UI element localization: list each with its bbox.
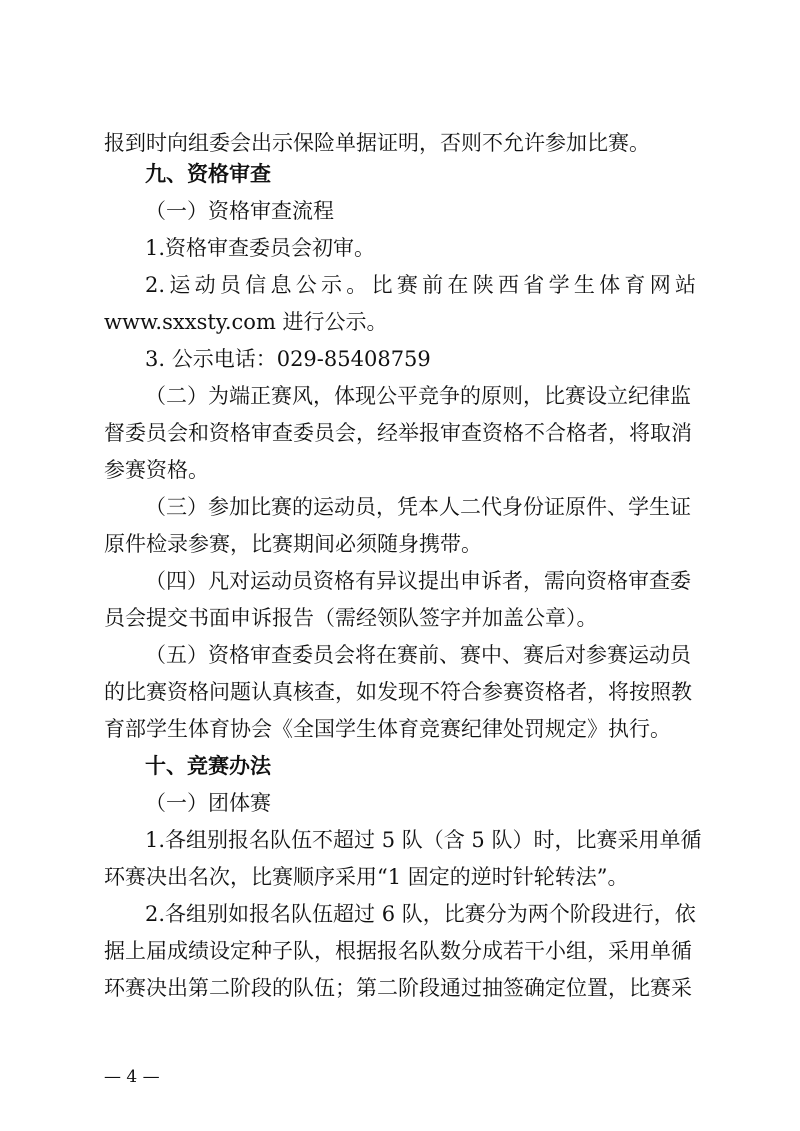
body-line: 的比赛资格问题认真核查，如发现不符合参赛资格者，将按照教 (104, 680, 692, 704)
body-line: 2.各组别如报名队伍超过 6 队，比赛分为两个阶段进行，依 (145, 902, 696, 926)
body-line: （四）凡对运动员资格有异议提出申诉者，需向资格审查委 (145, 569, 691, 593)
subsection-heading: （一）团体赛 (145, 791, 271, 815)
section-heading: 九、资格审查 (145, 162, 271, 186)
body-line: 1.各组别报名队伍不超过 5 队（含 5 队）时，比赛采用单循 (145, 828, 702, 852)
body-line: （五）资格审查委员会将在赛前、赛中、赛后对参赛运动员 (145, 643, 691, 667)
body-line: 育部学生体育协会《全国学生体育竞赛纪律处罚规定》执行。 (104, 717, 671, 741)
body-line: 员会提交书面申诉报告（需经领队签字并加盖公章）。 (104, 606, 598, 630)
page-number: — 4 — (104, 1067, 160, 1087)
body-line: www.sxxsty.com 进行公示。 (104, 310, 388, 334)
body-line: （二）为端正赛风，体现公平竞争的原则，比赛设立纪律监 (145, 384, 691, 408)
body-line: （三）参加比赛的运动员，凭本人二代身份证原件、学生证 (145, 495, 691, 519)
body-line: 参赛资格。 (104, 458, 209, 482)
body-line: 据上届成绩设定种子队，根据报名队数分成若干小组，采用单循 (104, 939, 692, 963)
body-line: 1.资格审查委员会初审。 (145, 236, 376, 260)
body-line: 报到时向组委会出示保险单据证明，否则不允许参加比赛。 (104, 131, 650, 155)
body-line: 2.运动员信息公示。比赛前在陕西省学生体育网站 (145, 273, 696, 297)
body-line: 督委员会和资格审查委员会，经举报审查资格不合格者，将取消 (104, 421, 692, 445)
section-heading: 十、竞赛办法 (145, 754, 271, 778)
body-line: 环赛决出名次，比赛顺序采用“1 固定的逆时针轮转法”。 (104, 865, 629, 889)
body-line: 原件检录参赛，比赛期间必须随身携带。 (104, 532, 482, 556)
body-line: 3. 公示电话：029-85408759 (145, 347, 431, 371)
body-line: 环赛决出第二阶段的队伍；第二阶段通过抽签确定位置，比赛采 (104, 976, 692, 1000)
subsection-heading: （一）资格审查流程 (145, 199, 334, 223)
